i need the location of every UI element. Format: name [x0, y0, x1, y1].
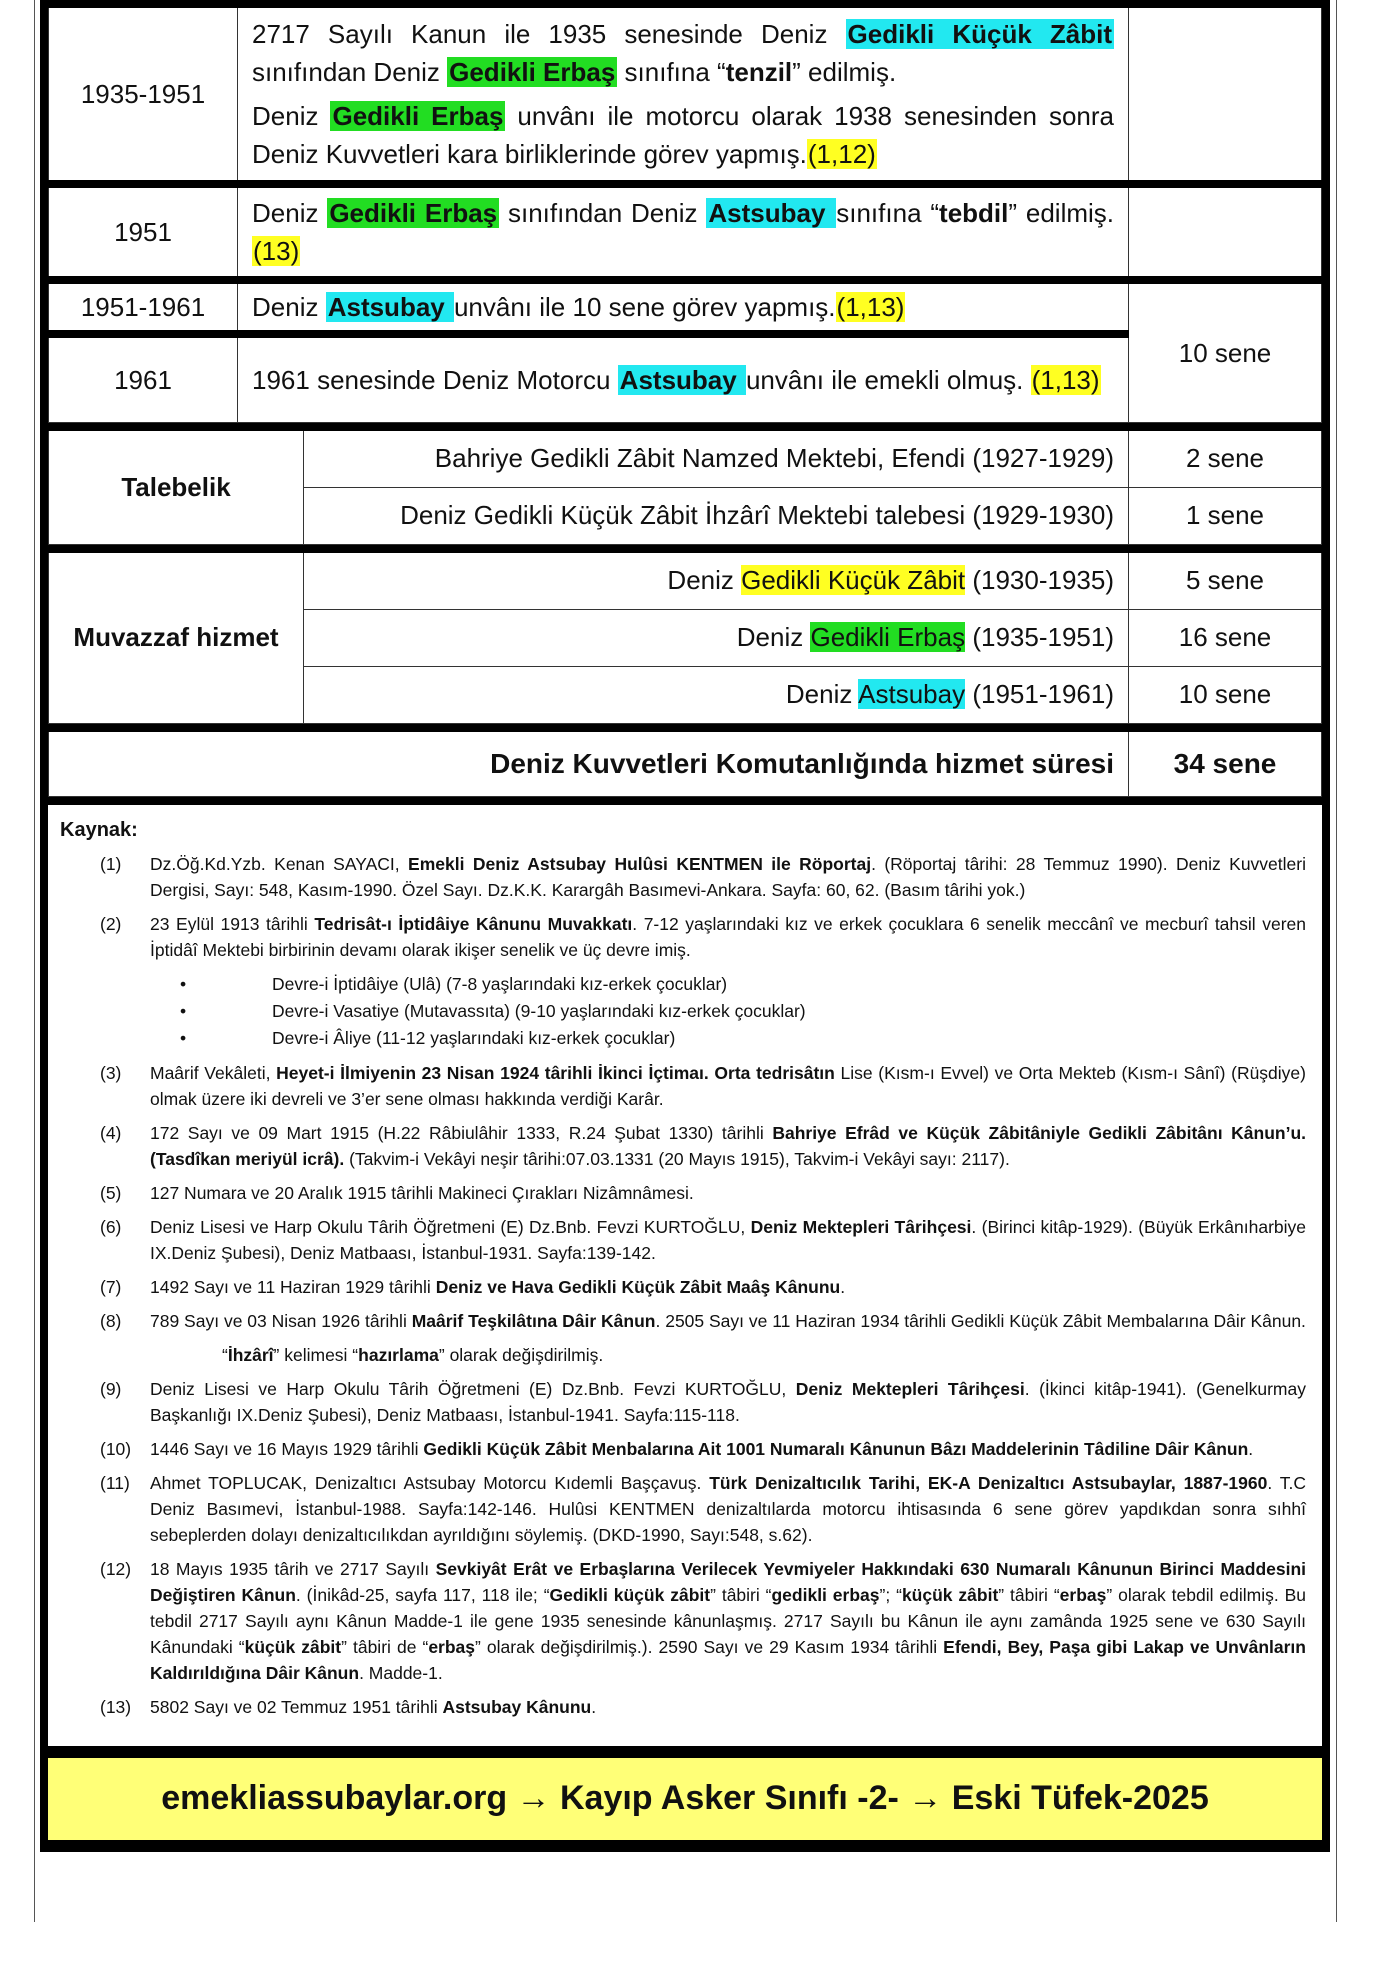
bullet-text: Devre-i Vasatiye (Mutavassıta) (9-10 yaşlarındaki kız-erkek çocuklar)	[272, 1000, 806, 1021]
reference-text-run: Deniz Lisesi ve Harp Okulu Târih Öğretmeni (E) Dz.Bnb. Fevzi KURTOĞLU,	[150, 1216, 751, 1237]
reference-title-bold: erbaş	[1059, 1584, 1107, 1605]
reference-item	[60, 1060, 1310, 1112]
timeline-row	[49, 4, 1322, 184]
emphasis-text: tebdil	[939, 198, 1009, 228]
text-run: sınıfına “	[617, 57, 726, 87]
reference-text	[150, 1556, 1310, 1686]
reference-citation: (1,12)	[807, 139, 876, 169]
reference-bullet-item	[172, 971, 1310, 998]
reference-text-run: Deniz Lisesi ve Harp Okulu Târih Öğretmeni (E) Dz.Bnb. Fevzi KURTOĞLU,	[150, 1378, 796, 1399]
highlight-cyan: Astsubay	[619, 364, 744, 395]
references-list	[60, 851, 1310, 1720]
reference-title-bold: Gedikli küçük zâbit	[549, 1584, 711, 1605]
reference-text	[150, 1694, 1310, 1720]
reference-title-bold: hazırlama	[358, 1344, 439, 1365]
reference-text-run: ” kelimesi “	[273, 1344, 359, 1365]
reference-item	[60, 1120, 1310, 1172]
highlight-green: Gedikli Erbaş	[329, 198, 498, 228]
reference-item	[60, 1556, 1310, 1686]
reference-title-bold: Efendi, Bey, Paşa gibi Lakap ve Unvânların Kaldırıldığına Dâir Kânun	[150, 1636, 1306, 1683]
reference-text-run: . (İkinci kitâp-1941). (Genelkurmay Başkanlığı IX.Deniz Şubesi), Deniz Matbaası, İstanbul-1941. Sayfa:115-118.	[150, 1378, 1306, 1425]
reference-title-bold: Maârif Teşkilâtına Dâir Kânun	[411, 1310, 656, 1331]
reference-item	[60, 1436, 1310, 1462]
text-run: unvânı ile motorcu olarak 1938 senesinden sonra Deniz Kuvvetleri kara birliklerinde görev yapmış.	[252, 101, 1115, 169]
reference-text-run: 18 Mayıs 1935 târih ve 2717 Sayılı	[150, 1558, 436, 1579]
talebelik-row	[49, 427, 1322, 488]
text-run: Deniz	[252, 198, 328, 228]
reference-title-bold: Bahriye Efrâd ve Küçük Zâbitâniyle Gedikli Zâbitânı Kânun’u. (Tasdîkan meriyül icrâ).	[150, 1122, 1306, 1169]
muvazzaf-years: (1935-1951)	[965, 622, 1114, 652]
timeline-row	[49, 280, 1322, 334]
reference-text-run: .	[591, 1696, 597, 1717]
reference-item	[60, 851, 1310, 903]
reference-item	[60, 1376, 1310, 1428]
timeline-duration-empty	[1129, 184, 1322, 280]
highlight-green: Gedikli Erbaş	[449, 57, 616, 87]
reference-text-run: ” olarak değişdirilmiş.). 2590 Sayı ve 29 Kasım 1934 târihli	[475, 1636, 944, 1657]
text-run: sınıfından Deniz	[499, 198, 707, 228]
reference-item	[60, 1180, 1310, 1206]
reference-title-bold: Astsubay Kânunu	[442, 1696, 592, 1717]
reference-citation: (1,13)	[1031, 364, 1100, 395]
timeline-paragraph	[252, 288, 1114, 326]
highlight-cyan: Astsubay	[708, 198, 835, 228]
talebelik-label: Talebelik	[49, 427, 304, 545]
reference-text-run: ” tâbiri de “	[341, 1636, 429, 1657]
reference-text-run: (Takvim-i Vekâyi neşir târihi:07.03.1331 (20 Mayıs 1915), Takvim-i Vekâyi sayı: 2117).	[344, 1148, 1010, 1169]
reference-number: (1)	[100, 853, 122, 874]
reference-item	[60, 911, 1310, 963]
muvazzaf-duration: 16 sene	[1129, 609, 1322, 666]
muvazzaf-rank-highlight: Astsubay	[858, 679, 966, 709]
muvazzaf-years: (1930-1935)	[965, 565, 1114, 595]
reference-number: (2)	[100, 913, 122, 934]
footer-text[interactable]: emekliassubaylar.org → Kayıp Asker Sınıfı -2- → Eski Tüfek-2025	[161, 1779, 1209, 1817]
timeline-paragraph	[252, 97, 1114, 173]
reference-text-run: .	[1248, 1438, 1254, 1459]
highlight-cyan: Gedikli Küçük Zâbit	[847, 19, 1112, 49]
reference-number: (11)	[100, 1472, 130, 1493]
reference-text-run: . (Röportaj târihi: 28 Temmuz 1990). Deniz Kuvvetleri Dergisi, Sayı: 548, Kasım-1990. Özel Sayı. Dz.K.K. Karargâh Basımevi-Ankara. Sayfa: 60, 62. (Basım târihi yok.)	[150, 853, 1306, 900]
total-row	[49, 728, 1322, 797]
reference-number: (12)	[100, 1558, 132, 1579]
reference-title-bold: Sevkiyât Erât ve Erbaşlarına Verilecek Yevmiyeler Hakkındaki 630 Numaralı Kânunun Birinci Maddesini Değiştiren Kânun	[150, 1558, 1307, 1605]
reference-text-run: Lise (Kısm-ı Evvel) ve Orta Mekteb (Kısm-ı Sânî) (Rüşdiye) olmak üzere iki devreli ve 3’er sene olması hakkında verdiği Karâr.	[150, 1062, 1306, 1109]
reference-title-bold: küçük zâbit	[244, 1636, 342, 1657]
reference-number: (9)	[100, 1378, 122, 1399]
reference-citation: (13)	[253, 236, 300, 266]
reference-number: (3)	[100, 1062, 122, 1083]
timeline-description	[238, 334, 1129, 422]
timeline-paragraph	[252, 15, 1114, 91]
reference-text-run: . 2505 Sayı ve 11 Haziran 1934 târihli Gedikli Küçük Zâbit Membalarına Dâir Kânun.	[655, 1310, 1306, 1331]
footer-banner	[48, 1746, 1322, 1852]
reference-bullet-item	[172, 998, 1310, 1025]
reference-text-run: 5802 Sayı ve 02 Temmuz 1951 târihli	[150, 1696, 443, 1717]
reference-title-bold: Deniz Mektepleri Târihçesi	[750, 1216, 972, 1237]
text-run: unvânı ile 10 sene görev yapmış.	[453, 292, 836, 322]
talebelik-item: Deniz Gedikli Küçük Zâbit İhzârî Mektebi talebesi (1929-1930)	[304, 487, 1129, 544]
reference-text	[150, 1274, 1310, 1300]
reference-text-run: . Madde-1.	[359, 1662, 443, 1683]
timeline-description	[238, 184, 1129, 280]
reference-title-bold: Tedrisât-ı İptidâiye Kânunu Muvakkatı	[314, 913, 633, 934]
bullet-text: Devre-i Âliye (11-12 yaşlarındaki kız-erkek çocuklar)	[272, 1027, 676, 1048]
reference-text-run: Dz.Öğ.Kd.Yzb. Kenan SAYACI,	[150, 853, 409, 874]
reference-text	[150, 1436, 1310, 1462]
reference-text-run: 23 Eylül 1913 târihli	[150, 913, 315, 934]
total-duration: 34 sene	[1129, 728, 1322, 797]
reference-text	[150, 1180, 1310, 1206]
text-run: Deniz	[252, 292, 326, 322]
timeline-duration-empty	[1129, 4, 1322, 184]
reference-item	[60, 1214, 1310, 1266]
reference-text	[150, 1120, 1310, 1172]
reference-text	[150, 1308, 1310, 1334]
muvazzaf-row	[49, 549, 1322, 610]
reference-text-run: . (İnikâd-25, sayfa 117, 118 ile; “	[295, 1584, 550, 1605]
timeline-duration: 10 sene	[1129, 280, 1322, 422]
page-outer-line-left	[34, 0, 35, 1922]
timeline-period: 1951-1961	[49, 280, 238, 334]
reference-title-bold: gedikli erbaş	[771, 1584, 880, 1605]
reference-title-bold: erbaş	[428, 1636, 476, 1657]
reference-text-run: . (Birinci kitâp-1929). (Büyük Erkânıharbiye IX.Deniz Şubesi), Deniz Matbaası, İstanbul-1931. Sayfa:139-142.	[150, 1216, 1307, 1263]
reference-title-bold: Heyet-i İlmiyenin 23 Nisan 1924 târihli İkinci İçtimaı. Orta tedrisâtın	[276, 1062, 835, 1083]
reference-text-run: ” tâbiri “	[998, 1584, 1060, 1605]
text-run: ” edilmiş.	[792, 57, 897, 87]
muvazzaf-years: (1951-1961)	[965, 679, 1114, 709]
bullet-text: Devre-i İptidâiye (Ulâ) (7-8 yaşlarındaki kız-erkek çocuklar)	[272, 973, 728, 994]
muvazzaf-item	[304, 666, 1129, 723]
reference-number: (13)	[100, 1696, 132, 1717]
talebelik-duration: 2 sene	[1129, 427, 1322, 488]
talebelik-duration: 1 sene	[1129, 487, 1322, 544]
reference-bullet-list	[172, 971, 1310, 1052]
text-run: 1961 senesinde Deniz Motorcu	[252, 364, 618, 395]
muvazzaf-rank-highlight: Gedikli Küçük Zâbit	[741, 565, 966, 595]
text-run: ” edilmiş.	[1008, 198, 1115, 228]
reference-title-bold: Gedikli Küçük Zâbit Menbalarına Ait 1001 Numaralı Kânunun Bâzı Maddelerinin Tâdiline Dâir Kânun	[423, 1438, 1249, 1459]
reference-text	[150, 851, 1310, 903]
reference-text-run: .	[840, 1276, 846, 1297]
reference-number: (8)	[100, 1310, 122, 1331]
talebelik-item: Bahriye Gedikli Zâbit Namzed Mektebi, Efendi (1927-1929)	[304, 427, 1129, 488]
reference-text-run: Ahmet TOPLUCAK, Denizaltıcı Astsubay Motorcu Kıdemli Başçavuş.	[150, 1472, 710, 1493]
reference-text	[150, 911, 1310, 963]
reference-number: (6)	[100, 1216, 122, 1237]
reference-text-run: 789 Sayı ve 03 Nisan 1926 târihli	[150, 1310, 412, 1331]
reference-text-run: “	[222, 1344, 228, 1365]
reference-text-run: ”; “	[879, 1584, 902, 1605]
text-run: unvânı ile emekli olmuş.	[745, 364, 1031, 395]
text-run: sınıfından Deniz	[252, 57, 448, 87]
page-outer-line-right	[1336, 0, 1337, 1922]
reference-text	[150, 1214, 1310, 1266]
muvazzaf-item	[304, 609, 1129, 666]
bullet-icon: •	[180, 973, 187, 994]
reference-text-run: ” olarak değişdirilmiş.	[438, 1344, 604, 1365]
reference-text-run: 1492 Sayı ve 11 Haziran 1929 târihli	[150, 1276, 436, 1297]
reference-title-bold: İhzârî	[227, 1344, 274, 1365]
reference-item	[60, 1694, 1310, 1720]
reference-title-bold: Türk Denizaltıcılık Tarihi, EK-A Denizaltıcı Astsubaylar, 1887-1960	[709, 1472, 1268, 1493]
reference-bullet-item	[172, 1025, 1310, 1052]
timeline-table	[48, 0, 1322, 423]
text-run: 2717 Sayılı Kanun ile 1935 senesinde Deniz	[252, 19, 846, 49]
timeline-period: 1935-1951	[49, 4, 238, 184]
talebelik-table	[48, 423, 1322, 545]
text-run: sınıfına “	[836, 198, 940, 228]
reference-text-run: Maârif Vekâleti,	[150, 1062, 277, 1083]
timeline-description	[238, 280, 1129, 334]
reference-title-bold: küçük zâbit	[901, 1584, 999, 1605]
total-service-table	[48, 724, 1322, 797]
document-page	[40, 0, 1330, 1852]
references-section	[48, 797, 1322, 1746]
reference-text-run: 127 Numara ve 20 Aralık 1915 târihli Makineci Çırakları Nizâmnâmesi.	[150, 1182, 694, 1203]
muvazzaf-prefix: Deniz	[736, 622, 811, 652]
muvazzaf-prefix: Deniz	[667, 565, 742, 595]
reference-title-bold: Deniz Mektepleri Târihçesi	[795, 1378, 1025, 1399]
reference-item	[60, 1470, 1310, 1548]
reference-text-run: ” olarak tebdil edilmiş. Bu tebdil 2717 Sayılı aynı Kânun Madde-1 ile gene 1935 senesinde kânunlaşmış. 2717 Sayılı bu Kânun ile aynı zamânda 1925 sene ve 630 Sayılı Kânundaki “	[150, 1584, 1306, 1657]
reference-title-bold: Deniz ve Hava Gedikli Küçük Zâbit Maâş Kânunu	[435, 1276, 841, 1297]
reference-citation: (1,13)	[836, 292, 905, 322]
total-label: Deniz Kuvvetleri Komutanlığında hizmet süresi	[49, 728, 1129, 797]
muvazzaf-duration: 10 sene	[1129, 666, 1322, 723]
reference-item	[60, 1274, 1310, 1300]
reference-text-run: . T.C Deniz Basımevi, İstanbul-1988. Sayfa:142-146. Hulûsi KENTMEN denizaltılarda motorcu ihtisasında 6 sene görev yapdıkdan sonra sıhhî sebeplerden dolayı denizaltıcılıkdan ayrıldığını söylemiş. (DKD-1990, Sayı:548, s.62).	[150, 1472, 1306, 1545]
muvazzaf-prefix: Deniz	[785, 679, 859, 709]
reference-item	[60, 1308, 1310, 1334]
reference-note	[222, 1342, 1310, 1368]
muvazzaf-table	[48, 545, 1322, 724]
timeline-period: 1951	[49, 184, 238, 280]
timeline-period: 1961	[49, 334, 238, 422]
muvazzaf-duration: 5 sene	[1129, 549, 1322, 610]
reference-text	[150, 1470, 1310, 1548]
text-run: Deniz	[252, 101, 331, 131]
reference-text-run: ” tâbiri “	[710, 1584, 772, 1605]
reference-text	[150, 1376, 1310, 1428]
reference-number: (5)	[100, 1182, 122, 1203]
highlight-cyan: Astsubay	[327, 292, 452, 322]
bullet-icon: •	[180, 1000, 187, 1021]
reference-text-run: 1446 Sayı ve 16 Mayıs 1929 târihli	[150, 1438, 424, 1459]
muvazzaf-label: Muvazzaf hizmet	[49, 549, 304, 724]
reference-number: (10)	[100, 1438, 132, 1459]
highlight-green: Gedikli Erbaş	[332, 101, 504, 131]
reference-title-bold: Emekli Deniz Astsubay Hulûsi KENTMEN ile Röportaj	[408, 853, 872, 874]
reference-text-run: . 7-12 yaşlarındaki kız ve erkek çocuklara 6 senelik meccânî ve mecburî tahsil veren İptidâî Mektebi birbirinin devamı olarak ikişer senelik ve üç devre imiş.	[150, 913, 1306, 960]
references-title: Kaynak:	[60, 818, 138, 841]
reference-number: (7)	[100, 1276, 122, 1297]
timeline-description	[238, 4, 1129, 184]
muvazzaf-rank-highlight: Gedikli Erbaş	[810, 622, 966, 652]
timeline-row	[49, 184, 1322, 280]
reference-number: (4)	[100, 1122, 122, 1143]
bullet-icon: •	[180, 1027, 187, 1048]
reference-text-run: 172 Sayı ve 09 Mart 1915 (H.22 Râbiulâhir 1333, R.24 Şubat 1330) târihli	[150, 1122, 773, 1143]
emphasis-text: tenzil	[725, 57, 793, 87]
timeline-paragraph	[252, 194, 1114, 270]
muvazzaf-item	[304, 549, 1129, 610]
reference-text	[150, 1060, 1310, 1112]
timeline-paragraph	[252, 361, 1114, 399]
